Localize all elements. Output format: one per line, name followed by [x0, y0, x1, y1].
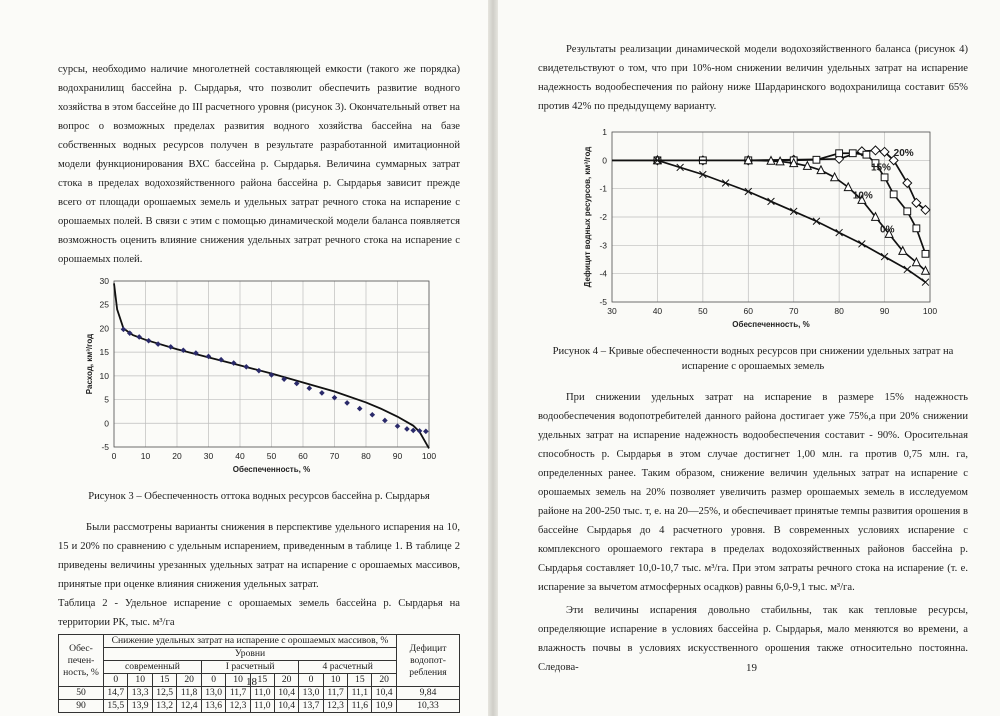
data-point — [395, 423, 401, 429]
table-header-pct: 15 — [348, 674, 372, 687]
y-tick-label: 5 — [104, 394, 109, 405]
table-row — [59, 687, 460, 700]
y-axis-label: Расход, км³/год — [85, 333, 94, 395]
right-paragraph-3: Эти величины испарения довольно стабильны, так как тепловые ресурсы, определяющие испарение в условиях бассейна р. Сырдарья, мало меняются во времени, а влажность почвы в условиях искусственного орошения также относительно постоянна. Следова- — [538, 605, 968, 673]
table-row — [59, 700, 460, 713]
x-tick-label: 70 — [788, 306, 799, 316]
data-point — [319, 390, 325, 396]
y-tick-label: -5 — [599, 297, 607, 307]
table-header-level: 4 расчетный — [299, 661, 397, 674]
y-tick-label: -5 — [101, 442, 109, 452]
table-cell: 11,0 — [250, 687, 274, 700]
page-number-left: 18 — [246, 676, 257, 688]
table-header-levels: Уровни — [104, 648, 397, 661]
x-tick-label: 90 — [879, 306, 890, 316]
table-cell: 11,0 — [250, 700, 274, 713]
x-tick-label: 100 — [421, 451, 437, 461]
table-cell: 13,3 — [128, 687, 152, 700]
table-cell: 12,3 — [226, 700, 250, 713]
figure-4-chart — [568, 128, 938, 338]
table-header-pct: 20 — [274, 674, 298, 687]
page-number-right: 19 — [746, 662, 757, 674]
x-tick-label: 50 — [698, 306, 708, 316]
table-header-security: Обес-печен-ность, % — [59, 635, 104, 687]
table-cell: 11,1 — [348, 687, 372, 700]
data-point-square — [836, 150, 843, 157]
x-tick-label: 80 — [361, 451, 371, 461]
table-cell: 11,6 — [348, 700, 372, 713]
y-tick-label: 0 — [602, 155, 607, 166]
x-tick-label: 60 — [298, 451, 308, 461]
x-tick-label: 100 — [922, 306, 938, 316]
right-page — [492, 0, 1000, 716]
table-cell: 11,7 — [226, 687, 250, 700]
left-paragraph-1: сурсы, необходимо наличие многолетней составляющей емкости (такого же порядка) водохранилищ бассейна р. Сырдарья, что позволит обеспечить развитие водного хозяйства в этом бассейне до III расчетного уровня (рисунок 3). Окончательный ответ на вопрос о возможных пределах развития водного хозяйства бассейна на базе собственных водных ресурсов получен в результате разработанной имитационной модели функционирования ВХС бассейна р. Сырдарья. Величина суммарных затрат стока в пределах водохозяйственного района бассейна р. Сырдарья зависит прежде всего от площади орошаемых земель и удельных затрат речного стока на испарение с орошаемых полей. В связи с этим с помощью динамической модели баланса появляется возможность оценить влияние снижения удельных затрат речного стока на испарение с орошаемых полей. — [58, 64, 460, 265]
x-axis-label: Обеспеченность, % — [732, 320, 810, 329]
table-header-level: I расчетный — [201, 661, 298, 674]
y-tick-label: 10 — [99, 370, 109, 381]
data-point — [370, 412, 376, 418]
figure-3-chart — [74, 275, 437, 485]
y-tick-label: -1 — [599, 183, 607, 194]
table-cell: 13,7 — [299, 700, 323, 713]
series-label: 0% — [880, 224, 895, 236]
table-2-caption: Таблица 2 - Удельное испарение с орошаемых земель бассейна р. Сырдарья на территории РК, тыс. м³/га — [58, 598, 460, 628]
table-cell: 14,7 — [104, 687, 128, 700]
data-point-square — [922, 250, 929, 257]
data-point-cross — [768, 198, 775, 205]
x-tick-label: 0 — [111, 451, 117, 461]
table-cell: 11,7 — [323, 687, 347, 700]
data-point-square — [849, 150, 856, 157]
x-tick-label: 50 — [266, 451, 277, 461]
data-point — [404, 426, 410, 432]
table-header-level: современный — [104, 661, 202, 674]
table-cell: 10,4 — [372, 687, 397, 700]
left-paragraph-2: Были рассмотрены варианты снижения в перспективе удельного испарения на 10, 15 и 20% по сравнению с удельным испарением, приведенным в таблице 1. В таблице 2 приведены величины урезанных удельных затрат на испарение с орошаемых массивов, принятые при оценке влияния снижения удельных затрат. — [58, 522, 460, 590]
y-axis-label: Дефицит водных ресурсов, км³/год — [583, 146, 592, 288]
table-cell: 13,6 — [201, 700, 225, 713]
table-header-deficit: Дефицит водопот-ребления — [397, 635, 460, 687]
series-line-10pct — [612, 160, 925, 270]
data-point-square — [881, 174, 888, 181]
data-point-cross — [904, 266, 911, 273]
data-point-square — [863, 151, 870, 158]
table-cell: 90 — [59, 700, 104, 713]
table-header-pct: 0 — [201, 674, 225, 687]
data-point-square — [904, 208, 911, 215]
data-point — [357, 406, 363, 412]
table-cell: 50 — [59, 687, 104, 700]
y-tick-label: 30 — [99, 276, 109, 286]
table-cell: 13,9 — [128, 700, 152, 713]
table-cell: 10,9 — [372, 700, 397, 713]
table-cell: 13,0 — [201, 687, 225, 700]
x-tick-label: 70 — [329, 451, 340, 461]
x-tick-label: 90 — [392, 451, 403, 461]
table-cell: 10,4 — [274, 700, 298, 713]
left-page — [0, 0, 492, 716]
table-cell: 10,33 — [397, 700, 460, 713]
x-tick-label: 10 — [140, 451, 151, 461]
data-point — [382, 418, 388, 424]
data-point-diamond — [871, 146, 880, 155]
right-paragraph-1: Результаты реализации динамической модели водохозяйственного баланса (рисунок 4) свидетельствуют о том, что при 10%-ном снижении величин удельных затрат на испарение надежность водообеспечения по району ниже Шардаринского водохранилища составит 65% против 42% по предыдущему варианту. — [538, 44, 968, 112]
table-cell: 11,8 — [177, 687, 201, 700]
right-paragraph-2: При снижении удельных затрат на испарение в размере 15% надежность водообеспечения водопотребителей данного района достигает уже 75%,а при 20% снижении удельных затрат на испарение надежность водообеспечения составит - 90%. Оросительная способность р. Сырдарья в этом случае достигнет 1,00 млн. га против 0,75 млн. га, определенных ранее. Таким образом, снижение величин удельных затрат на испарение с орошаемых земель на 20% позволяет увеличить размер орошаемых земель в исследуемом районе на 200-250 тыс. т, е. на 20—25%, и обеспечивает принятые темпы развития орошения в бассейне Сырдарья до 4 расчетного уровня. В современных условиях испарение с комплексного орошаемого гектара в пределах водохозяйственных районов бассейна р. Сырдарья составляет 10,0-10,7 тыс. м³/га. При этом затраты речного стока на испарение (т. е. испарение за вычетом атмосферных осадков) равны 6,0-9,1 тыс. м³/га. — [538, 392, 968, 593]
table-header-pct: 15 — [250, 674, 274, 687]
y-tick-label: -2 — [599, 212, 607, 222]
table-cell: 13,2 — [152, 700, 176, 713]
table-cell: 13,0 — [299, 687, 323, 700]
data-point-cross — [922, 279, 929, 286]
table-header-pct: 20 — [372, 674, 397, 687]
y-tick-label: -3 — [599, 240, 607, 251]
table-header-pct: 0 — [104, 674, 128, 687]
table-header-group: Снижение удельных затрат на испарение с орошаемых массивов, % — [104, 635, 397, 648]
series-label: 15% — [870, 162, 891, 174]
y-tick-label: -4 — [599, 268, 607, 279]
table-cell: 10,4 — [274, 687, 298, 700]
x-tick-label: 20 — [172, 451, 182, 461]
data-point-triangle — [844, 183, 852, 191]
data-point — [146, 338, 152, 344]
figure-3-caption: Рисунок 3 – Обеспеченность оттока водных ресурсов бассейна р. Сырдарья — [88, 491, 430, 502]
book-gutter — [488, 0, 498, 716]
data-point-cross — [858, 241, 865, 248]
data-point — [244, 364, 250, 370]
x-tick-label: 30 — [203, 451, 214, 461]
table-cell: 12,4 — [177, 700, 201, 713]
table-2 — [58, 634, 460, 713]
x-tick-label: 60 — [743, 306, 754, 316]
table-header-pct: 10 — [226, 674, 250, 687]
data-point — [423, 429, 429, 435]
data-point — [307, 385, 313, 391]
series-label: 10% — [852, 190, 873, 202]
y-tick-label: 15 — [99, 347, 109, 358]
figure-4-caption: Рисунок 4 – Кривые обеспеченности водных ресурсов при снижении удельных затрат на испарение с орошаемых земель — [552, 346, 954, 372]
series-label: 20% — [893, 148, 914, 160]
y-tick-label: 1 — [602, 127, 607, 137]
y-tick-label: 20 — [99, 323, 109, 334]
x-tick-label: 40 — [235, 451, 245, 461]
data-point-cross — [813, 218, 820, 225]
x-tick-label: 40 — [652, 306, 663, 316]
data-point — [344, 400, 350, 406]
table-cell: 12,5 — [152, 687, 176, 700]
table-cell: 12,3 — [323, 700, 347, 713]
table-cell: 15,5 — [104, 700, 128, 713]
data-point-diamond — [903, 179, 912, 188]
data-point — [121, 327, 127, 333]
y-tick-label: 0 — [104, 418, 109, 429]
x-tick-label: 30 — [607, 306, 617, 316]
data-point-square — [913, 225, 920, 232]
table-header-pct: 15 — [152, 674, 176, 687]
table-header-pct: 20 — [177, 674, 201, 687]
table-header-pct: 10 — [128, 674, 152, 687]
data-point-square — [890, 191, 897, 198]
table-cell: 9,84 — [397, 687, 460, 700]
x-tick-label: 80 — [834, 306, 844, 316]
y-tick-label: 25 — [99, 299, 109, 310]
x-axis-label: Обеспеченность, % — [232, 465, 311, 474]
table-header-pct: 10 — [323, 674, 347, 687]
data-point — [256, 368, 262, 374]
table-header-pct: 0 — [299, 674, 323, 687]
data-point-square — [813, 156, 820, 163]
